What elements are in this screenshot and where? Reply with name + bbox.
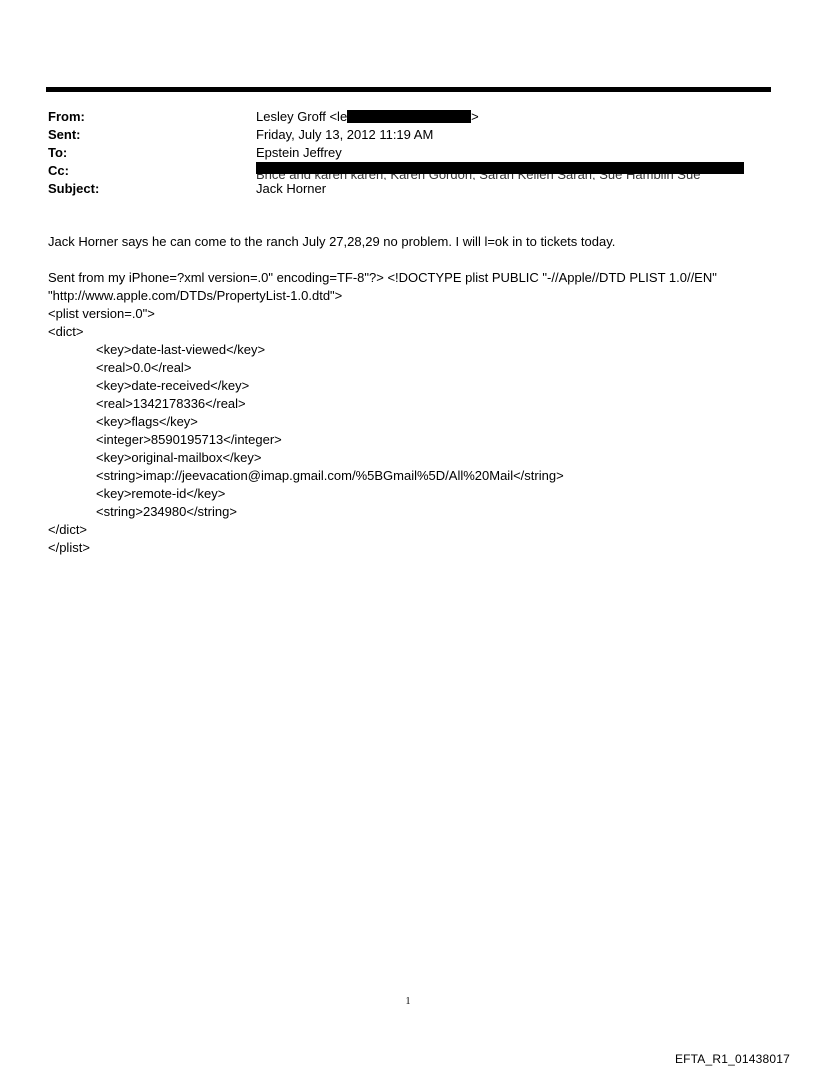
page-number: 1	[405, 996, 411, 1007]
dict-line: <real>0.0</real>	[96, 360, 192, 375]
signature-line-continued: "http://www.apple.com/DTDs/PropertyList-1.0.dtd">	[48, 288, 343, 303]
dict-line: <key>flags</key>	[96, 414, 198, 429]
subject-row	[48, 180, 748, 198]
dict-line: <key>date-last-viewed</key>	[96, 342, 266, 357]
to-label: To:	[48, 145, 68, 160]
document-id: EFTA_R1_01438017	[674, 1052, 790, 1066]
cc-label: Cc:	[48, 163, 69, 178]
signature-line: Sent from my iPhone=?xml version=.0" encoding=TF-8"?> <!DOCTYPE plist PUBLIC "-//Apple//DTD PLIST 1.0//EN"	[48, 270, 717, 285]
from-name: Lesley Groff <le	[256, 109, 348, 124]
sent-row	[48, 126, 748, 144]
dict-line: <key>remote-id</key>	[96, 486, 226, 501]
email-body	[48, 233, 788, 557]
sent-value: Friday, July 13, 2012 11:19 AM	[256, 127, 434, 142]
cc-redaction-bar	[256, 162, 744, 174]
dict-close: </dict>	[48, 522, 88, 537]
header-divider	[46, 87, 771, 92]
cc-value-container	[256, 162, 746, 180]
from-value	[256, 108, 479, 126]
message-text: Jack Horner says he can come to the ranch July 27,28,29 no problem. I will l=ok in to tickets today.	[48, 234, 616, 249]
sent-label: Sent:	[48, 127, 81, 142]
from-label: From:	[48, 109, 85, 124]
dict-line: <integer>8590195713</integer>	[96, 432, 282, 447]
cc-row	[48, 162, 748, 180]
plist-close: </plist>	[48, 540, 90, 555]
email-header	[48, 108, 748, 198]
dict-line: <key>original-mailbox</key>	[96, 450, 262, 465]
dict-line: <string>234980</string>	[96, 504, 237, 519]
subject-value: Jack Horner	[256, 181, 327, 196]
dict-line: <key>date-received</key>	[96, 378, 250, 393]
plist-open: <plist version=.0">	[48, 306, 155, 321]
dict-line: <string>imap://jeevacation@imap.gmail.com/%5BGmail%5D/All%20Mail</string>	[96, 468, 564, 483]
redaction-bar	[347, 110, 471, 123]
to-value: Epstein Jeffrey	[256, 145, 342, 160]
dict-open: <dict>	[48, 324, 84, 339]
subject-label: Subject:	[48, 181, 100, 196]
from-tail: >	[471, 109, 479, 124]
from-row	[48, 108, 748, 126]
to-row	[48, 144, 748, 162]
spacer	[48, 251, 788, 269]
dict-line: <real>1342178336</real>	[96, 396, 246, 411]
